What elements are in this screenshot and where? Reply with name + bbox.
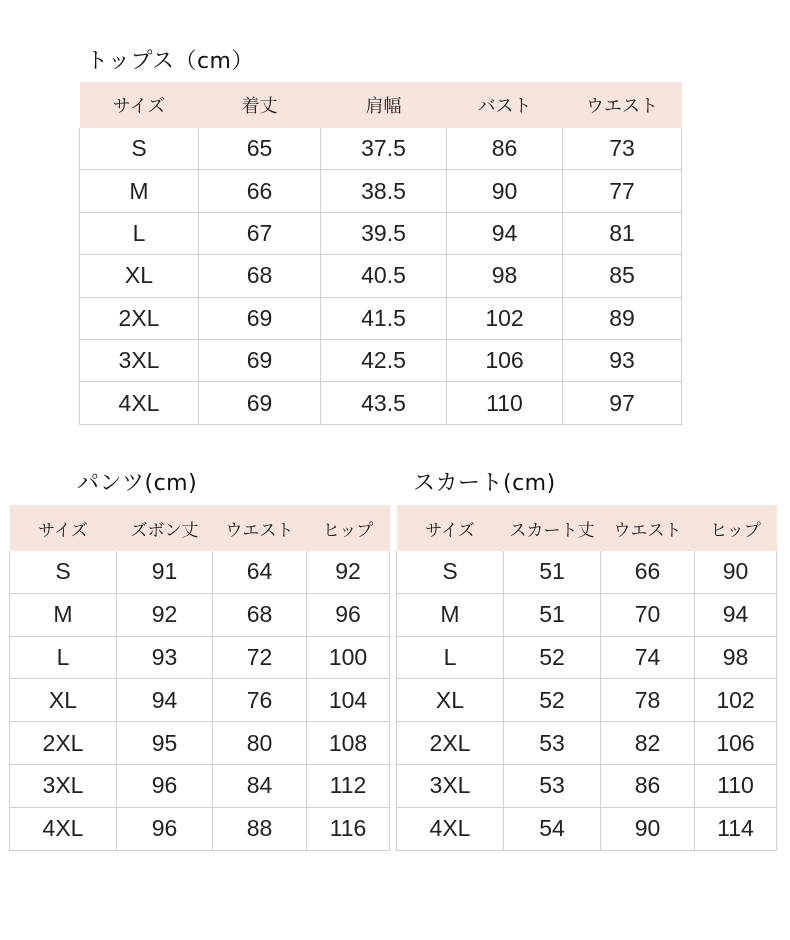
table-cell: 94: [447, 212, 563, 254]
table-cell: 110: [695, 764, 777, 807]
table-cell: 116: [307, 807, 390, 850]
table-cell: 51: [504, 551, 601, 593]
table-cell: 90: [601, 807, 695, 850]
table-cell: 82: [601, 722, 695, 765]
table-cell: 37.5: [321, 128, 447, 170]
table-cell: 4XL: [397, 807, 504, 850]
table-cell: 92: [117, 593, 213, 636]
table-cell: 4XL: [10, 807, 117, 850]
table-cell: 96: [307, 593, 390, 636]
table-row: [10, 807, 390, 850]
table-cell: 70: [601, 593, 695, 636]
table-row: [80, 339, 682, 381]
tops-size-table: [79, 82, 682, 425]
table-cell: S: [10, 551, 117, 593]
pants-header-length: ズボン丈: [117, 505, 213, 551]
table-cell: 2XL: [80, 297, 199, 339]
pants-title: パンツ(cm): [77, 471, 198, 496]
table-cell: 76: [213, 679, 307, 722]
table-cell: 3XL: [80, 339, 199, 381]
table-cell: 66: [199, 170, 321, 212]
table-cell: M: [80, 170, 199, 212]
table-cell: 52: [504, 636, 601, 679]
table-cell: 95: [117, 722, 213, 765]
tops-title: トップス（cm）: [86, 49, 254, 74]
table-cell: 52: [504, 679, 601, 722]
table-cell: 96: [117, 807, 213, 850]
table-cell: 67: [199, 212, 321, 254]
pants-size-table: [9, 505, 390, 851]
table-cell: 108: [307, 722, 390, 765]
table-cell: 41.5: [321, 297, 447, 339]
table-cell: 98: [695, 636, 777, 679]
table-cell: 88: [213, 807, 307, 850]
tops-header-row: [80, 82, 682, 128]
table-row: [397, 551, 777, 593]
table-cell: 93: [563, 339, 682, 381]
table-cell: 90: [695, 551, 777, 593]
table-cell: XL: [397, 679, 504, 722]
table-cell: 93: [117, 636, 213, 679]
table-cell: 86: [447, 128, 563, 170]
table-cell: 81: [563, 212, 682, 254]
table-cell: 53: [504, 722, 601, 765]
table-cell: 51: [504, 593, 601, 636]
table-row: [80, 212, 682, 254]
table-row: [80, 382, 682, 424]
table-cell: 86: [601, 764, 695, 807]
table-cell: L: [80, 212, 199, 254]
pants-header-row: [10, 505, 390, 551]
table-cell: XL: [10, 679, 117, 722]
table-cell: 92: [307, 551, 390, 593]
tops-header-bust: バスト: [447, 82, 563, 128]
skirt-header-waist: ウエスト: [601, 505, 695, 551]
table-cell: 39.5: [321, 212, 447, 254]
table-cell: 100: [307, 636, 390, 679]
table-cell: 69: [199, 339, 321, 381]
table-cell: 69: [199, 382, 321, 424]
table-cell: 80: [213, 722, 307, 765]
table-cell: 110: [447, 382, 563, 424]
table-cell: S: [397, 551, 504, 593]
table-row: [10, 722, 390, 765]
table-cell: 3XL: [397, 764, 504, 807]
table-cell: 106: [447, 339, 563, 381]
table-cell: 97: [563, 382, 682, 424]
table-cell: 102: [695, 679, 777, 722]
table-cell: 3XL: [10, 764, 117, 807]
table-cell: 77: [563, 170, 682, 212]
table-cell: 102: [447, 297, 563, 339]
tops-header-length: 着丈: [199, 82, 321, 128]
table-cell: 4XL: [80, 382, 199, 424]
table-row: [397, 679, 777, 722]
table-cell: 114: [695, 807, 777, 850]
table-cell: 78: [601, 679, 695, 722]
table-cell: 72: [213, 636, 307, 679]
tops-header-waist: ウエスト: [563, 82, 682, 128]
table-cell: 89: [563, 297, 682, 339]
table-cell: 40.5: [321, 255, 447, 297]
table-row: [10, 593, 390, 636]
tops-header-size: サイズ: [80, 82, 199, 128]
table-cell: 69: [199, 297, 321, 339]
table-cell: 53: [504, 764, 601, 807]
table-cell: 38.5: [321, 170, 447, 212]
table-row: [10, 764, 390, 807]
table-cell: 84: [213, 764, 307, 807]
table-cell: 64: [213, 551, 307, 593]
table-cell: 65: [199, 128, 321, 170]
table-cell: 94: [695, 593, 777, 636]
table-row: [80, 128, 682, 170]
table-cell: 68: [213, 593, 307, 636]
table-row: [397, 593, 777, 636]
table-cell: 106: [695, 722, 777, 765]
table-cell: L: [397, 636, 504, 679]
table-cell: 112: [307, 764, 390, 807]
pants-header-waist: ウエスト: [213, 505, 307, 551]
table-cell: 54: [504, 807, 601, 850]
table-cell: 91: [117, 551, 213, 593]
skirt-header-row: [397, 505, 777, 551]
table-cell: 104: [307, 679, 390, 722]
table-cell: 96: [117, 764, 213, 807]
table-row: [80, 297, 682, 339]
skirt-header-length: スカート丈: [504, 505, 601, 551]
table-row: [80, 170, 682, 212]
table-cell: 98: [447, 255, 563, 297]
tops-header-shoulder: 肩幅: [321, 82, 447, 128]
table-row: [10, 679, 390, 722]
pants-header-hip: ヒップ: [307, 505, 390, 551]
table-row: [397, 807, 777, 850]
skirt-title: スカート(cm): [413, 471, 556, 496]
table-cell: XL: [80, 255, 199, 297]
table-cell: L: [10, 636, 117, 679]
table-cell: 42.5: [321, 339, 447, 381]
table-cell: M: [397, 593, 504, 636]
table-row: [397, 722, 777, 765]
table-row: [10, 551, 390, 593]
table-row: [397, 636, 777, 679]
table-cell: 2XL: [10, 722, 117, 765]
skirt-header-hip: ヒップ: [695, 505, 777, 551]
skirt-size-table: [396, 505, 777, 851]
table-cell: 2XL: [397, 722, 504, 765]
table-cell: 66: [601, 551, 695, 593]
table-cell: 94: [117, 679, 213, 722]
table-cell: 85: [563, 255, 682, 297]
pants-header-size: サイズ: [10, 505, 117, 551]
table-cell: S: [80, 128, 199, 170]
table-row: [397, 764, 777, 807]
skirt-header-size: サイズ: [397, 505, 504, 551]
table-row: [80, 255, 682, 297]
table-cell: M: [10, 593, 117, 636]
table-cell: 90: [447, 170, 563, 212]
table-cell: 73: [563, 128, 682, 170]
table-cell: 68: [199, 255, 321, 297]
table-cell: 74: [601, 636, 695, 679]
table-cell: 43.5: [321, 382, 447, 424]
table-row: [10, 636, 390, 679]
